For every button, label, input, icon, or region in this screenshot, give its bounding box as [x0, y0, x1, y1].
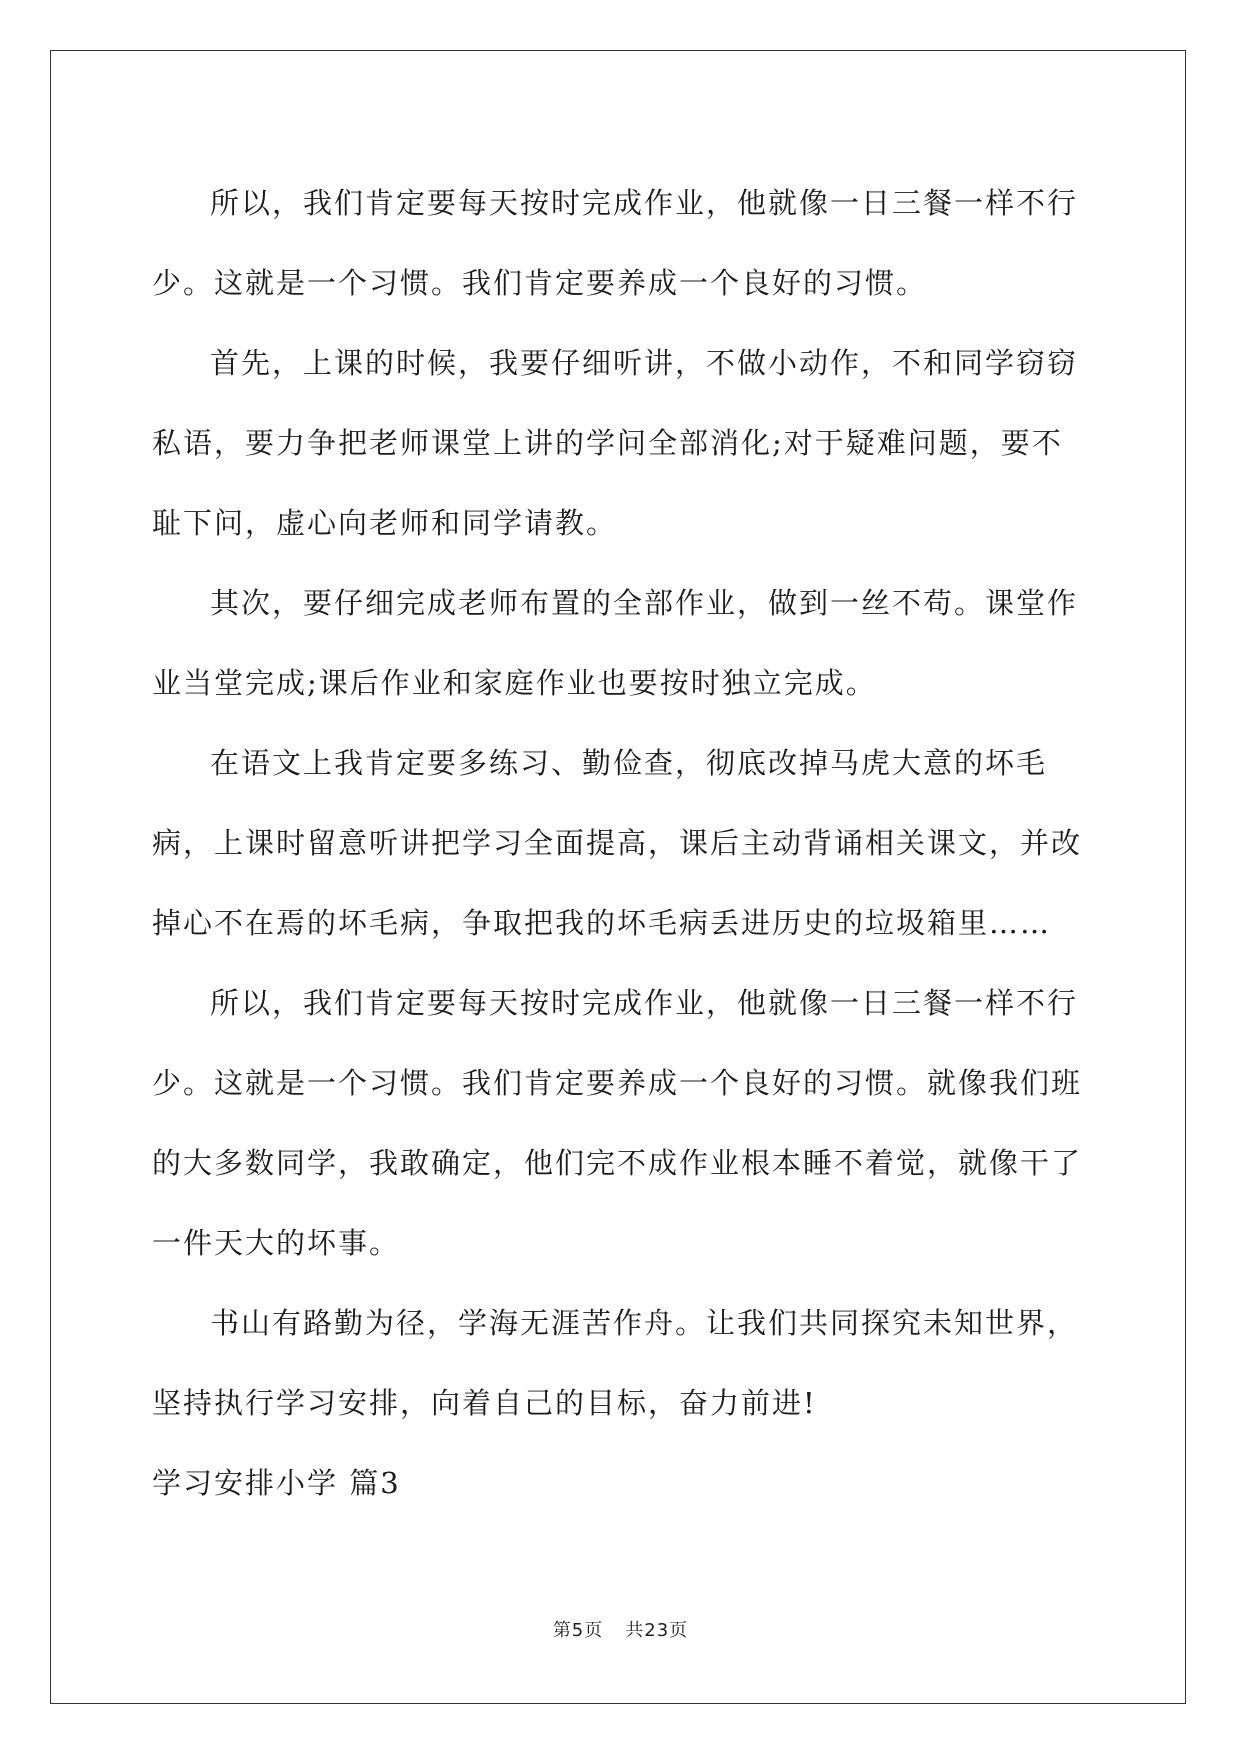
page-footer: [0, 1616, 1241, 1642]
paragraph: 书山有路勤为径，学海无涯苦作舟。让我们共同探究未知世界，坚持执行学习安排，向着自己的目标，奋力前进!: [152, 1306, 1079, 1420]
page-total: 共23页: [625, 1620, 689, 1641]
paragraph: 其次，要仔细完成老师布置的全部作业，做到一丝不苟。课堂作业当堂完成;课后作业和家庭作业也要按时独立完成。: [152, 586, 1079, 700]
section-heading: 学习安排小学 篇3: [152, 1466, 401, 1500]
document-body: [152, 163, 1092, 1523]
paragraph: 所以，我们肯定要每天按时完成作业，他就像一日三餐一样不行少。这就是一个习惯。我们肯定要养成一个良好的习惯。: [152, 186, 1079, 300]
paragraph: 所以，我们肯定要每天按时完成作业，他就像一日三餐一样不行少。这就是一个习惯。我们肯定要养成一个良好的习惯。就像我们班的大多数同学，我敢确定，他们完不成作业根本睡不着觉，就像干了一件天大的坏事。: [152, 986, 1083, 1260]
paragraph: 在语文上我肯定要多练习、勤俭查，彻底改掉马虎大意的坏毛病，上课时留意听讲把学习全面提高，课后主动背诵相关课文，并改掉心不在焉的坏毛病，争取把我的坏毛病丢进历史的垃圾箱里……: [152, 746, 1083, 940]
paragraph: 首先，上课的时候，我要仔细听讲，不做小动作，不和同学窃窃私语，要力争把老师课堂上讲的学问全部消化;对于疑难问题，要不耻下问，虚心向老师和同学请教。: [152, 346, 1079, 540]
page-number: 第5页: [552, 1620, 604, 1641]
